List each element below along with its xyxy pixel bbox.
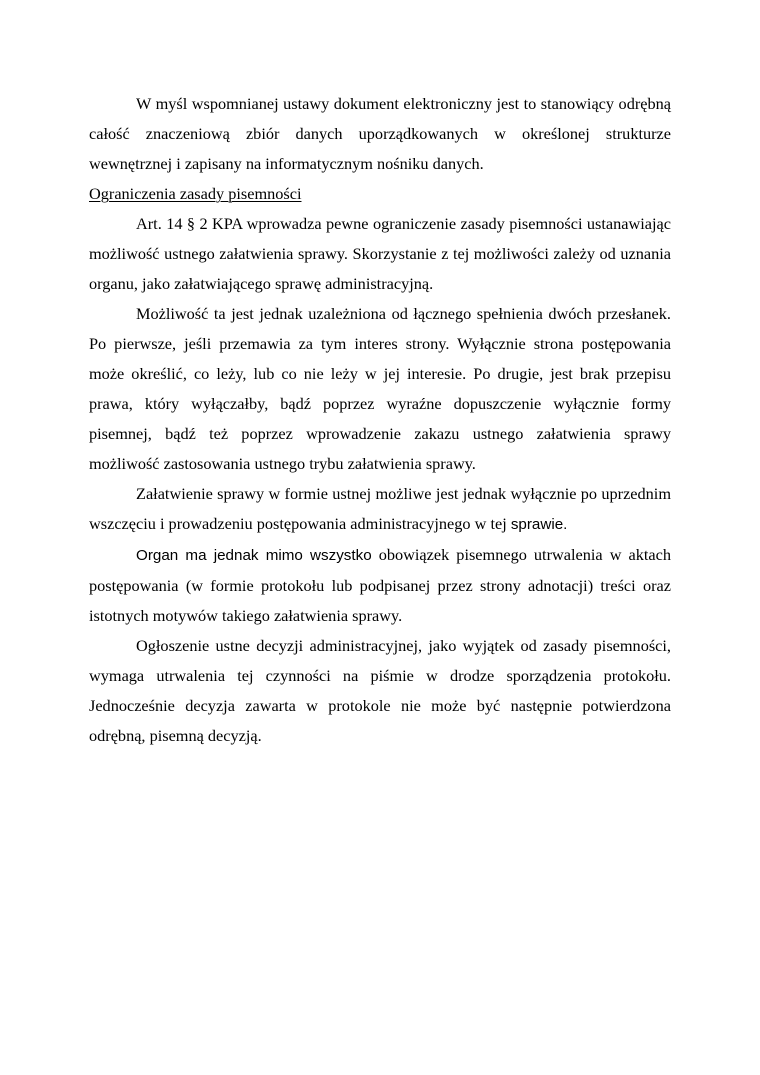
section-heading: Ograniczenia zasady pisemności bbox=[89, 184, 302, 203]
paragraph-written-record-start: Organ ma jednak mimo wszystko bbox=[136, 547, 372, 564]
paragraph-art-14: Art. 14 § 2 KPA wprowadza pewne ograniczenie zasady pisemności ustanawiając możliwość ustnego załatwienia sprawy. Skorzystanie z tej możliwości zależy od uznania organu, jako załatwiającego sprawę administracyjną. bbox=[89, 214, 671, 293]
paragraph-conditions: Możliwość ta jest jednak uzależniona od łącznego spełnienia dwóch przesłanek. Po pierwsze, jeśli przemawia za tym interes strony. Wyłącznie strona postępowania może określić, co leży, lub co nie leży w jej interesie. Po drugie, jest brak przepisu prawa, który wyłączałby, bądź poprzez wyraźne dopuszczenie wyłącznie formy pisemnej, bądź też poprzez wprowadzenie zakazu ustnego załatwienia sprawy możliwość zastosowania ustnego trybu załatwienia sprawy. bbox=[89, 304, 671, 473]
document-body bbox=[89, 89, 671, 751]
paragraph-written-record-text: obowiązek pisemnego utrwalenia w aktach postępowania (w formie protokołu lub podpisanej przez strony adnotacji) treści oraz istotnych motywów takiego załatwienia sprawy. bbox=[89, 545, 671, 625]
paragraph-oral-settlement bbox=[89, 479, 671, 540]
paragraph-oral-settlement-end: sprawie. bbox=[510, 516, 568, 533]
paragraph-oral-announcement: Ogłoszenie ustne decyzji administracyjnej, jako wyjątek od zasady pisemności, wymaga utrwalenia tej czynności na piśmie w drodze sporządzenia protokołu. Jednocześnie decyzja zawarta w protokole nie może być następnie potwierdzona odrębną, pisemną decyzją. bbox=[89, 636, 671, 745]
paragraph-electronic-document: W myśl wspomnianej ustawy dokument elektroniczny jest to stanowiący odrębną całość znaczeniową zbiór danych uporządkowanych w określonej strukturze wewnętrznej i zapisany na informatycznym nośniku danych. bbox=[89, 94, 671, 173]
paragraph-written-record bbox=[89, 540, 671, 631]
paragraph-oral-settlement-text: Załatwienie sprawy w formie ustnej możliwe jest jednak wyłącznie po uprzednim wszczęciu i prowadzeniu postępowania administracyjnego w tej bbox=[89, 484, 671, 533]
